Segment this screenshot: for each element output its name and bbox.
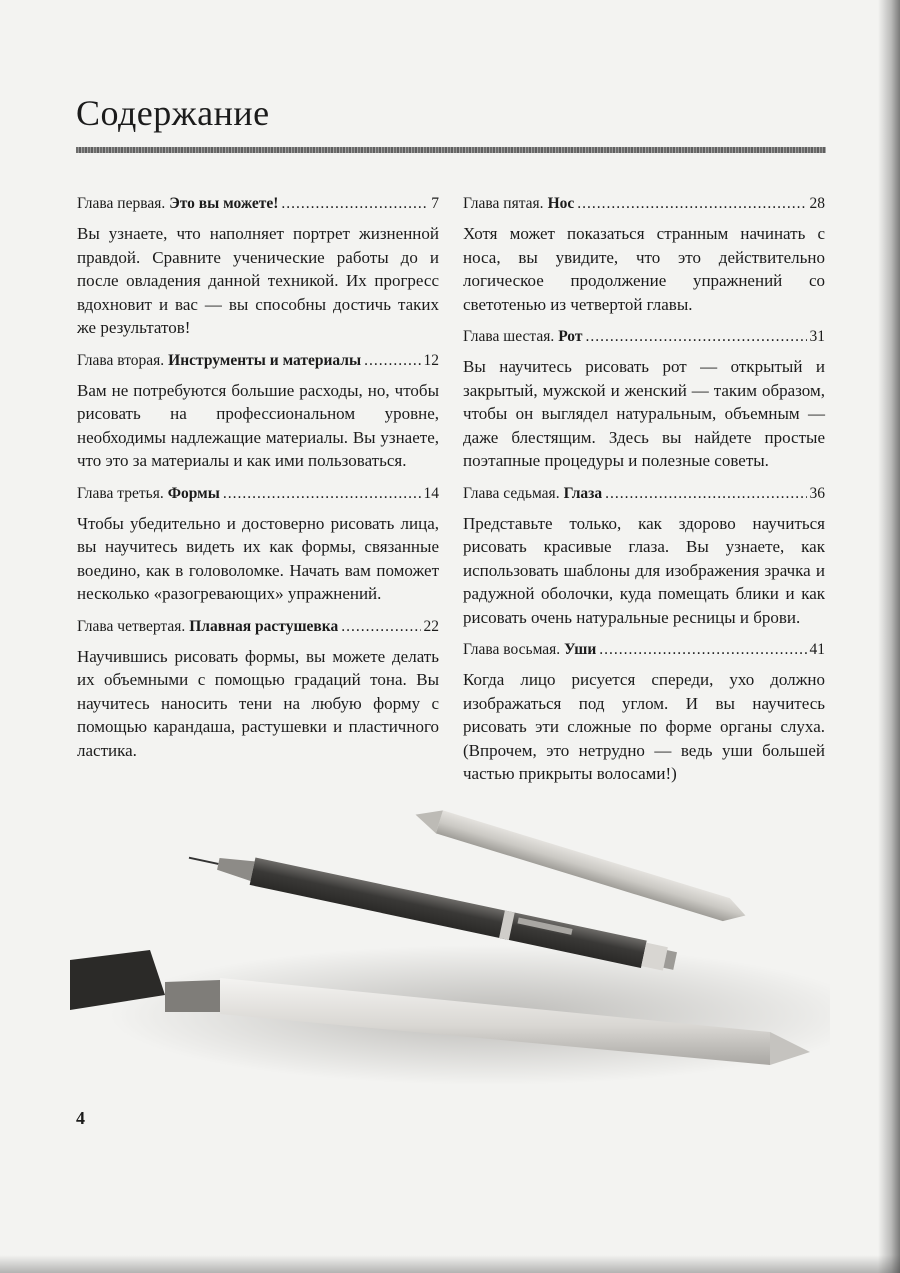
toc-entry[interactable] [77,483,439,606]
toc-entry[interactable] [463,326,825,473]
toc-column-right [463,193,825,796]
toc-entry[interactable] [77,616,439,763]
chapter-label: Глава восьмая. [463,641,561,658]
page-ref: 14 [423,484,439,502]
toc-entry-heading[interactable] [77,483,439,505]
page-ref: 7 [431,195,439,212]
leader-dots [364,350,420,372]
chapter-label: Глава первая. [77,195,166,212]
chapter-label: Глава третья. [77,484,164,502]
leader-dots [599,639,806,661]
chapter-label: Глава вторая. [77,351,165,369]
page-title: Содержание [76,93,270,133]
chapter-description: Вы узнаете, что наполняет портрет жизненной правдой. Сравните ученические работы до и после овладения данной техникой. Их прогресс вдохновит и вас — вы способны достичь таких же результатов! [77,224,439,337]
title-rule [76,147,826,153]
toc-entry[interactable] [77,350,439,473]
toc-entry-heading[interactable] [463,483,825,505]
chapter-name: Инструменты и материалы [168,351,362,369]
chapter-label: Глава пятая. [463,195,544,212]
toc-entry[interactable] [463,639,825,786]
toc-entry-heading[interactable] [463,639,825,661]
toc-entry[interactable] [463,483,825,630]
chapter-label: Глава четвертая. [77,617,186,635]
chapter-name: Это вы можете! [169,195,279,212]
chapter-description: Вы научитесь рисовать рот — открытый и закрытый, мужской и женский — таким образом, чтобы он выглядел натуральным, объемным — даже блестящим. Здесь вы найдете простые поэтапные процедуры и полезные советы. [463,357,825,470]
chapter-description: Чтобы убедительно и достоверно рисовать лица, вы научитесь видеть их как формы, связанные воедино, как в головоломке. Начать вам поможет несколько «разогревающих» упражнений. [77,513,439,603]
chapter-description: Научившись рисовать формы, вы можете делать их объемными с помощью градаций тона. Вы научитесь наносить тени на любую форму с помощью карандаша, растушевки и пластичного ластика. [77,646,439,760]
toc-entry-heading[interactable] [77,616,439,638]
page-number: 4 [76,1108,85,1128]
chapter-description: Вам не потребуются большие расходы, но, чтобы рисовать на профессиональном уровне, необходимы надлежащие материалы. Вы узнаете, что это за материалы и как ими пользоваться. [77,380,439,470]
toc-entry-heading[interactable] [463,193,825,215]
page-ref: 28 [809,195,825,212]
chapter-label: Глава седьмая. [463,484,560,502]
page-ref: 31 [809,328,825,345]
pencils-illustration [70,800,830,1100]
page-ref: 41 [809,641,825,658]
page-edge-shadow [878,0,900,1273]
toc-entry[interactable] [77,193,439,340]
leader-dots [223,483,421,505]
page-ref: 22 [423,617,439,635]
leader-dots [585,326,806,348]
toc-entry-heading[interactable] [77,193,439,215]
chapter-name: Уши [564,641,597,658]
chapter-description: Хотя может показаться странным начинать с носа, вы увидите, что это действительно логическое продолжение упражнений со светотенью из четвертой главы. [463,224,825,314]
chapter-name: Глаза [563,484,603,502]
leader-dots [605,483,806,505]
toc-entry-heading[interactable] [77,350,439,372]
page-bottom-shadow [0,1255,900,1273]
toc-column-left [77,193,439,772]
chapter-name: Плавная растушевка [189,617,339,635]
toc-entry-heading[interactable] [463,326,825,348]
page-ref: 36 [809,484,825,502]
chapter-description: Представьте только, как здорово научиться рисовать красивые глаза. Вы узнаете, как использовать шаблоны для изображения зрачка и радужной оболочки, куда помещать блики и как рисовать очень натуральные ресницы и брови. [463,513,825,627]
chapter-name: Нос [547,195,575,212]
leader-dots [281,193,428,215]
leader-dots [577,193,806,215]
chapter-label: Глава шестая. [463,328,555,345]
chapter-name: Рот [558,328,583,345]
toc-entry[interactable] [463,193,825,316]
leader-dots [341,616,420,638]
page-ref: 12 [423,351,439,369]
chapter-name: Формы [167,484,220,502]
chapter-description: Когда лицо рисуется спереди, ухо должно изображаться под углом. И вы научитесь рисовать эти сложные по форме органы слуха. (Впрочем, это нетрудно — ведь уши большей частью прикрыты волосами!) [463,670,825,783]
